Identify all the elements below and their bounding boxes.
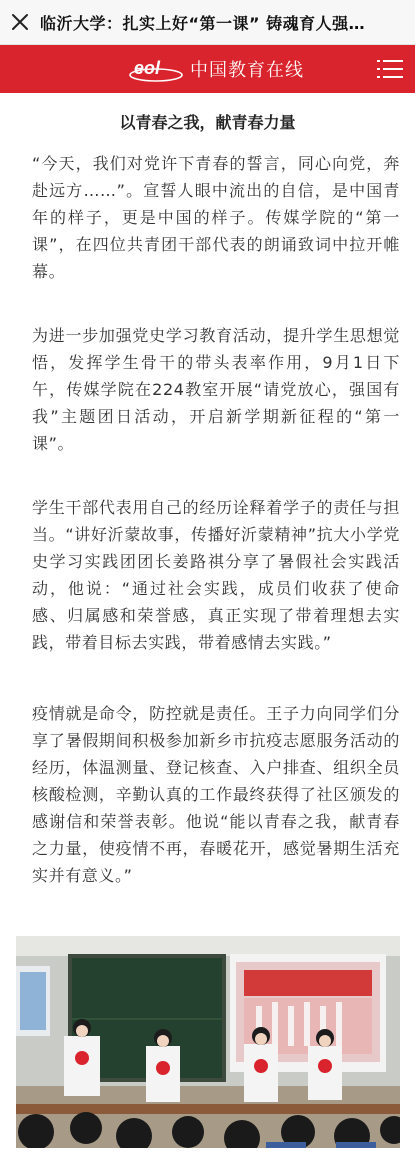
menu-button[interactable]	[377, 57, 403, 81]
brand-bar	[0, 45, 415, 93]
article-paragraph: 疫情就是命令，防控就是责任。王子力向同学们分享了暑假期间积极参加新乡市抗疫志愿服务活动的经历，体温测量、登记核查、入户排查、组织全员核酸检测，辛勤认真的工作最终获得了社区颁发的感谢信和荣誉表彰。他说“能以青春之我，献青春之力量，使疫情不再，春暖花开，感觉暑期生活充实并有意义。”	[32, 704, 400, 885]
article-photo[interactable]	[16, 936, 400, 1148]
close-button[interactable]	[0, 0, 40, 45]
brand-name: 中国教育在线	[190, 60, 304, 81]
article-paragraph: “今天，我们对党许下青春的誓言，同心向党，奔赴远方……”。宣誓人眼中流出的自信，是中国青年的样子，更是中国的样子。传媒学院的“第一课”，在四位共青团干部代表的朗诵致词中拉开帷幕。	[32, 154, 400, 281]
logo-text: eol	[134, 58, 161, 78]
close-icon	[11, 13, 29, 31]
page-title: 临沂大学：扎实上好“第一课” 铸魂育人强…	[40, 13, 366, 33]
brand-logo-link[interactable]	[128, 53, 304, 85]
article-paragraph: 为进一步加强党史学习教育活动，提升学生思想觉悟，发挥学生骨干的带头表率作用，9月1日下午，传媒学院在224教室开展“请党放心，强国有我”主题团日活动，开启新学期新征程的“第一课”。	[32, 326, 400, 453]
article-paragraph: 学生干部代表用自己的经历诠释着学子的责任与担当。“讲好沂蒙故事，传播好沂蒙精神”抗大小学党史学习实践团团长姜路祺分享了暑假社会实践活动，他说：“通过社会实践，成员们收获了使命感、归属感和荣誉感，真正实现了带着理想去实践，带着目标去实践，带着感情去实践。”	[32, 498, 400, 652]
menu-icon	[377, 57, 403, 81]
classroom-photo-illustration	[16, 936, 400, 1148]
section-title: 以青春之我，献青春力量	[119, 113, 296, 132]
top-bar	[0, 0, 415, 45]
eol-logo	[128, 55, 184, 83]
